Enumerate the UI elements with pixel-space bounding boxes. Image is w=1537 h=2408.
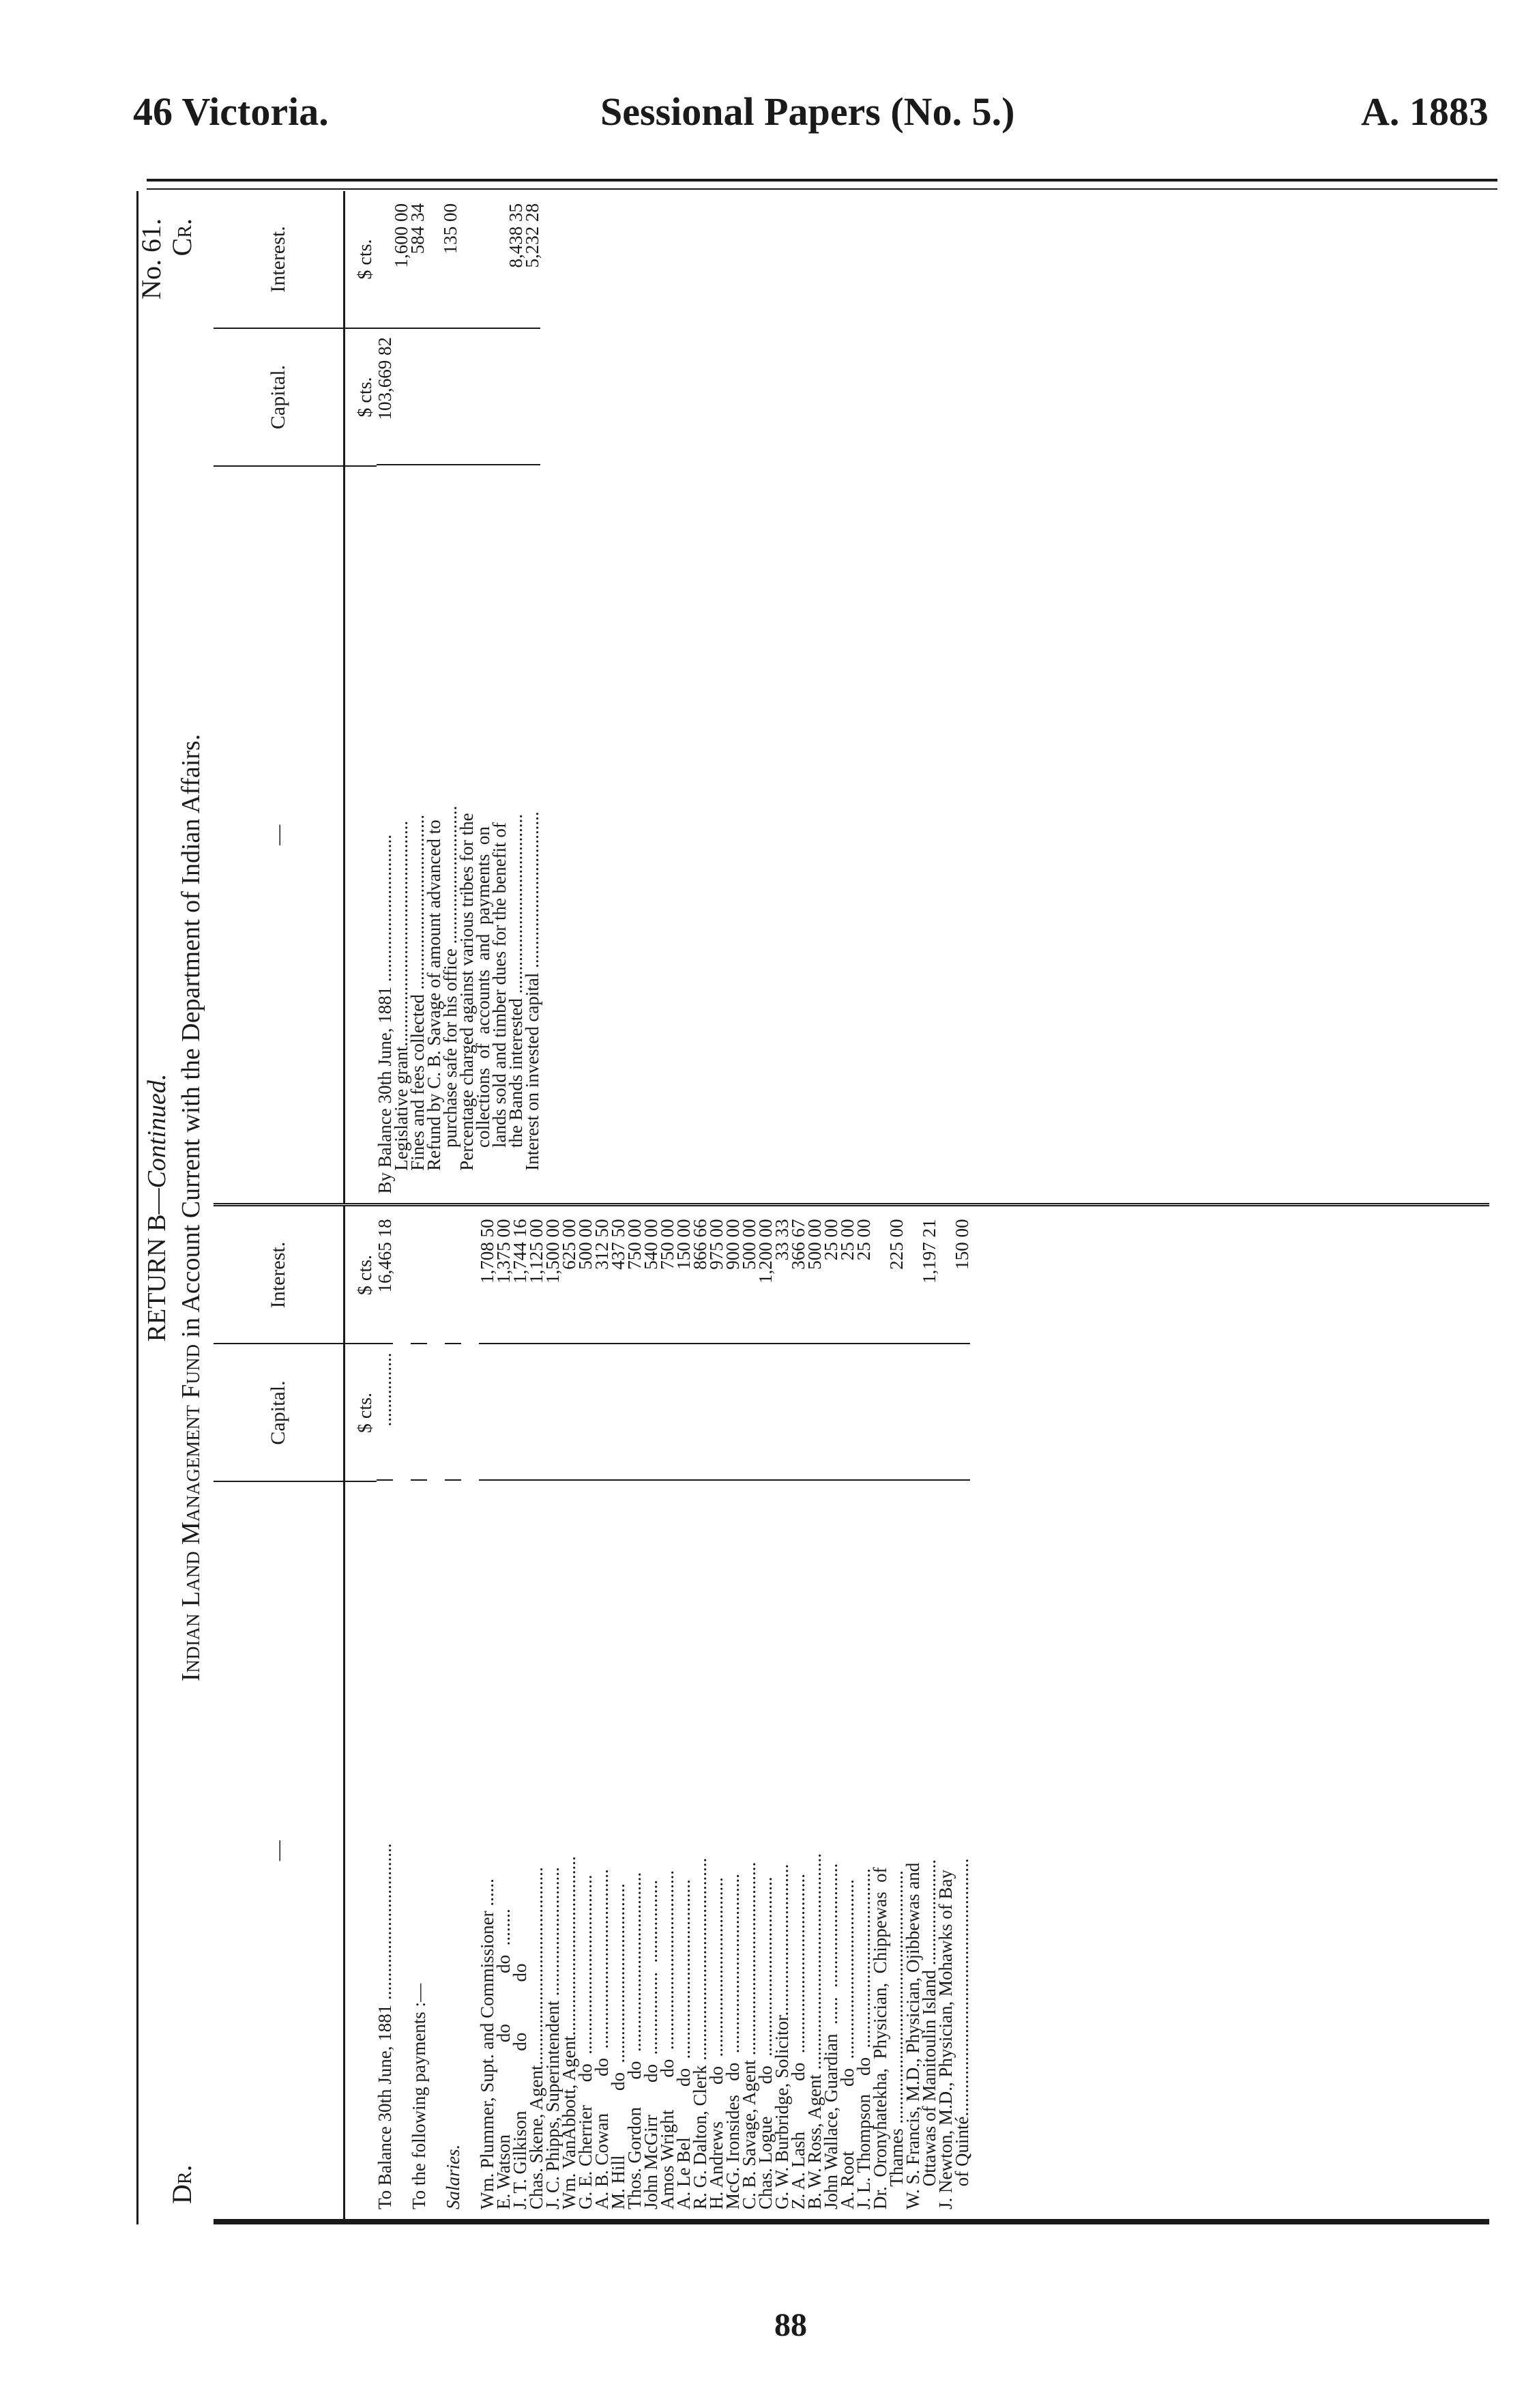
debit-row: [954, 1207, 970, 2220]
return-number: No. 61.: [136, 218, 166, 300]
debit-capital: [921, 1344, 937, 1480]
debit-desc: Z. A. Lash do .......................................: [790, 1480, 806, 2220]
debit-capital: [512, 1344, 528, 1480]
debit-interest: 1,375 00: [493, 1219, 514, 1283]
credit-column-headers: [214, 191, 345, 1204]
debit-capital-header: Capital.: [214, 1344, 343, 1481]
debit-interest: 366 67: [788, 1219, 808, 1270]
credit-capital: 103,669 82: [377, 328, 393, 464]
debit-capital: [577, 1344, 594, 1480]
debit-interest: 225 00: [886, 1219, 907, 1270]
credit-desc: Interest on invested capital ..................................: [524, 464, 540, 1204]
debit-interest: 750 00: [624, 1219, 645, 1270]
credit-units-row: [345, 191, 377, 1204]
credit-desc: Percentage charged against various tribes for the: [458, 464, 475, 1204]
debit-interest: 25 00: [853, 1219, 874, 1261]
debit-capital: [495, 1344, 512, 1480]
payments-heading: To the following payments :—: [411, 1480, 427, 2220]
credit-side: [214, 191, 1489, 1204]
opening-balance-row: [377, 1207, 393, 2220]
debit-capital: [823, 1344, 839, 1480]
debit-desc: of Quinté........................................................: [954, 1480, 970, 2220]
debit-interest: 33 33: [772, 1219, 792, 1261]
debit-interest: 1,500 00: [542, 1219, 563, 1283]
debit-desc: M. Hill do .......................................: [610, 1480, 626, 2220]
debit-capital: [790, 1344, 806, 1480]
credit-interest: [475, 191, 491, 328]
debit-capital: [954, 1344, 970, 1480]
debit-desc: John McGirr do .................. ..................: [643, 1480, 659, 2220]
caption-rest: in Account Current with the Department of Indian Affairs.: [177, 734, 205, 1344]
debit-interest: 500 00: [739, 1219, 759, 1270]
credit-capital-unit: $ cts.: [345, 328, 377, 465]
debit-desc: Thos. Gordon do .......................................: [626, 1480, 643, 2220]
credit-interest-unit: $ cts.: [355, 239, 376, 280]
header-rule: [147, 179, 1497, 190]
credit-interest: 1,600 00: [391, 203, 411, 268]
opening-balance-interest: 16,465 18: [375, 1219, 395, 1293]
debit-capital: [741, 1344, 757, 1480]
credit-desc: purchase safe for his office ..............................: [442, 464, 458, 1204]
header-session: 46 Victoria.: [133, 89, 329, 134]
opening-balance-desc: To Balance 30th June, 1881 ..................................: [377, 1480, 393, 2220]
credit-capital: [491, 328, 508, 464]
debit-desc: Wm. Plummer, Supt. and Commissioner ......: [479, 1480, 495, 2220]
debit-capital: [675, 1344, 692, 1480]
debit-capital: [561, 1344, 577, 1480]
salaries-heading: Salaries.: [445, 1480, 461, 2220]
debit-capital: [659, 1344, 675, 1480]
account-caption: [176, 191, 206, 2224]
credit-capital-header: Capital.: [214, 328, 343, 465]
credit-desc: collections of accounts and payments on: [475, 464, 491, 1204]
credit-entries: [377, 191, 1489, 1204]
debit-desc: Chas. Skene, Agent...........................................: [528, 1480, 544, 2220]
credit-desc: By Balance 30th June, 1881 ................................: [377, 464, 393, 1204]
fund-name: Indian Land Management Fund: [177, 1344, 205, 1682]
debit-capital: [610, 1344, 626, 1480]
debit-interest: 25 00: [821, 1219, 841, 1261]
debit-desc: McG. Ironsides do .......................................: [724, 1480, 741, 2220]
debit-desc: A. Root do .......................................: [839, 1480, 855, 2220]
account-ledger: [136, 191, 1489, 2224]
debit-interest-unit: $ cts.: [355, 1254, 376, 1296]
debit-desc: C. B. Savage, Agent ..........................................: [741, 1480, 757, 2220]
debit-desc: Thames .......................................................: [888, 1480, 905, 2220]
debit-side: [214, 1204, 1489, 2225]
debit-interest: 625 00: [559, 1219, 579, 1270]
debit-interest: 540 00: [641, 1219, 661, 1270]
debit-interest: 866 66: [690, 1219, 710, 1270]
debit-desc-header: —: [214, 1481, 343, 2220]
credit-desc: Fines and fees collected ......................................: [409, 464, 426, 1204]
debit-interest: 437 50: [608, 1219, 628, 1270]
debit-column-headers: [214, 1207, 345, 2220]
debit-capital-unit: $ cts.: [345, 1344, 377, 1481]
debit-capital: [872, 1344, 888, 1480]
credit-interest: 5,232 28: [522, 203, 542, 268]
debit-desc: J. T. Gilkison do do: [512, 1480, 528, 2220]
debit-desc: E. Watson do do ........: [495, 1480, 512, 2220]
debit-desc: J. Newton, M.D., Physician, Mohawks of Bay: [937, 1480, 954, 2220]
credit-row: [524, 191, 540, 1204]
debit-entries: [377, 1207, 1489, 2220]
credit-capital: [458, 328, 475, 464]
debit-capital: [905, 1344, 921, 1480]
debit-capital: [692, 1344, 708, 1480]
debit-capital: [479, 1344, 495, 1480]
opening-balance-capital: ................: [377, 1344, 393, 1480]
debit-units-row: [345, 1207, 377, 2220]
credit-desc-header: —: [214, 465, 343, 1204]
debit-interest: 975 00: [706, 1219, 727, 1270]
debit-desc: Ottawas of Manitoulin Island .......................: [921, 1480, 937, 2220]
debit-interest: 900 00: [722, 1219, 743, 1270]
ledger-sides: [214, 191, 1489, 2224]
credit-interest: 135 00: [440, 203, 460, 255]
credit-capital: [475, 328, 491, 464]
credit-interest: [458, 191, 475, 328]
credit-desc: the Bands interested .......................................: [508, 464, 524, 1204]
debit-interest: 312 50: [591, 1219, 612, 1270]
debit-interest: 150 00: [952, 1219, 972, 1270]
debit-capital: [544, 1344, 561, 1480]
debit-desc: J. L. Thompson do .......................................: [855, 1480, 872, 2220]
credit-desc: Legislative grant.................................................: [393, 464, 409, 1204]
credit-interest-header: Interest.: [267, 226, 289, 293]
header-title: Sessional Papers (No. 5.): [600, 89, 1015, 134]
debit-capital: [594, 1344, 610, 1480]
debit-interest: 1,197 21: [919, 1219, 939, 1283]
credit-interest: 8,438 35: [506, 203, 526, 268]
salaries-heading-row: [445, 1207, 461, 2220]
debit-interest: 150 00: [673, 1219, 694, 1270]
debit-interest: 1,708 50: [477, 1219, 497, 1283]
debit-capital: [643, 1344, 659, 1480]
credit-capital: [426, 328, 442, 464]
credit-label: Cr.: [166, 218, 197, 257]
credit-capital: [442, 328, 458, 464]
debit-desc: H. Andrews do .......................................: [708, 1480, 724, 2220]
debit-capital: [806, 1344, 823, 1480]
debit-interest: 1,125 00: [526, 1219, 546, 1283]
return-title: [142, 191, 172, 2224]
payments-heading-row: [411, 1207, 427, 2220]
debit-desc: W. S. Francis, M.D., Physician, Ojibbewas and: [905, 1480, 921, 2220]
ledger-title-bar: [138, 191, 214, 2224]
credit-capital: [508, 328, 524, 464]
debit-desc: Wm. VanAbbott, Agent.......................................: [561, 1480, 577, 2220]
debit-desc: G. E. Cherrier do .......................................: [577, 1480, 594, 2220]
debit-interest: 750 00: [657, 1219, 677, 1270]
debit-capital: [528, 1344, 544, 1480]
debit-interest: 500 00: [575, 1219, 596, 1270]
debit-interest-header: Interest.: [267, 1241, 289, 1309]
debit-desc: A. Le Bel do .......................................: [675, 1480, 692, 2220]
credit-interest: 584 34: [407, 203, 428, 255]
header-year: A. 1883: [1361, 89, 1489, 134]
debit-capital: [839, 1344, 855, 1480]
debit-desc: R. G. Dalton, Clerk ............................................: [692, 1480, 708, 2220]
return-label: RETURN B—: [143, 1188, 171, 1342]
credit-capital: [409, 328, 426, 464]
debit-capital: [937, 1344, 954, 1480]
debit-desc: A. B. Cowan do .......................................: [594, 1480, 610, 2220]
debit-desc: Chas. Logue do .......................................: [757, 1480, 774, 2220]
credit-desc: Refund by C. B. Savage of amount advanced to: [426, 464, 442, 1204]
debit-interest: 1,200 00: [755, 1219, 776, 1283]
debit-interest: 25 00: [837, 1219, 858, 1261]
debit-capital: [708, 1344, 724, 1480]
debit-capital: [757, 1344, 774, 1480]
debit-desc: B. W. Ross, Agent ...............................................: [806, 1480, 823, 2220]
debit-interest: 1,744 16: [510, 1219, 530, 1283]
debit-capital: [774, 1344, 790, 1480]
debit-capital: [724, 1344, 741, 1480]
debit-interest: 500 00: [804, 1219, 825, 1270]
debit-desc: G. W. Burbridge, Solicitor.................................: [774, 1480, 790, 2220]
debit-desc: J. C. Phipps, Superintendent ............................: [544, 1480, 561, 2220]
credit-desc: lands sold and timber dues for the benefit of: [491, 464, 508, 1204]
debit-desc: Dr. Oronyhatekha, Physician, Chippewas of: [872, 1480, 888, 2220]
debit-capital: [626, 1344, 643, 1480]
debit-desc: Amos Wright do .......................................: [659, 1480, 675, 2220]
return-continued: Continued.: [143, 1073, 171, 1189]
page-number: 88: [774, 2307, 807, 2343]
credit-capital: [393, 328, 409, 464]
debit-label: Dr.: [166, 2164, 197, 2204]
debit-capital: [888, 1344, 905, 1480]
debit-desc: John Wallace, Guardian ...... ...........................: [823, 1480, 839, 2220]
credit-capital: [524, 328, 540, 464]
debit-capital: [855, 1344, 872, 1480]
